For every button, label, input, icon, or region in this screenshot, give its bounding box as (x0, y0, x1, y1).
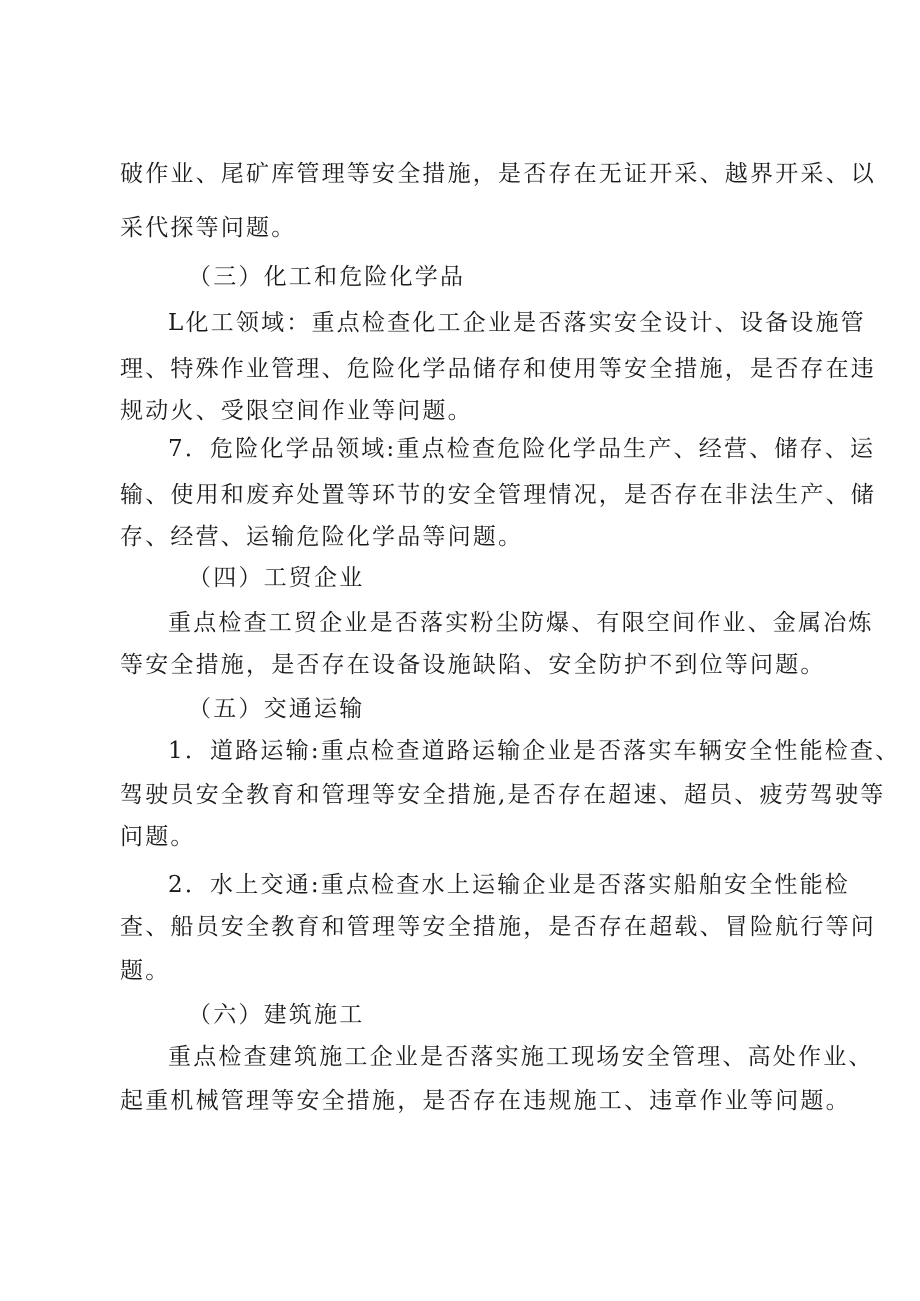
body-text-line: 查、船员安全教育和管理等安全措施，是否存在超载、冒险航行等问 (120, 914, 876, 940)
body-text-line: 存、经营、运输危险化学品等问题。 (120, 524, 524, 550)
body-text-line: 等安全措施，是否存在设备设施缺陷、安全防护不到位等问题。 (120, 652, 826, 678)
body-text-line: 重点检查建筑施工企业是否落实施工现场安全管理、高处作业、 (168, 1044, 874, 1070)
body-text-line: 起重机械管理等安全措施，是否存在违规施工、违章作业等问题。 (120, 1088, 851, 1114)
body-text-line: 驾驶员安全教育和管理等安全措施,是否存在超速、超员、疲劳驾驶等 (120, 782, 886, 808)
body-text-line: 输、使用和废弃处置等环节的安全管理情况，是否存在非法生产、储 (120, 482, 876, 508)
body-text-line: 题。 (120, 958, 171, 984)
body-text-line: 重点检查工贸企业是否落实粉尘防爆、有限空间作业、金属冶炼 (168, 610, 874, 636)
body-text-line: 破作业、尾矿库管理等安全措施，是否存在无证开采、越界开采、以 (120, 161, 876, 187)
section-heading-chemical: （三）化工和危险化学品 (188, 264, 466, 290)
body-text-line: 1．道路运输:重点检查道路运输企业是否落实车辆安全性能检查、 (168, 738, 901, 764)
body-text-line: 7．危险化学品领域:重点检查危险化学品生产、经营、储存、运 (168, 436, 876, 462)
section-heading-industry-trade: （四）工贸企业 (188, 565, 365, 591)
body-text-line: 问题。 (120, 824, 196, 850)
body-text-line: L化工领域：重点检查化工企业是否落实安全设计、设备设施管 (168, 310, 866, 336)
body-text-line: 规动火、受限空间作业等问题。 (120, 398, 473, 424)
body-text-line: 理、特殊作业管理、危险化学品储存和使用等安全措施，是否存在违 (120, 356, 876, 382)
body-text-line: 2．水上交通:重点检查水上运输企业是否落实船舶安全性能检 (168, 872, 850, 898)
body-text-line: 采代探等问题。 (120, 215, 297, 241)
section-heading-transport: （五）交通运输 (188, 696, 365, 722)
section-heading-construction: （六）建筑施工 (188, 1002, 365, 1028)
